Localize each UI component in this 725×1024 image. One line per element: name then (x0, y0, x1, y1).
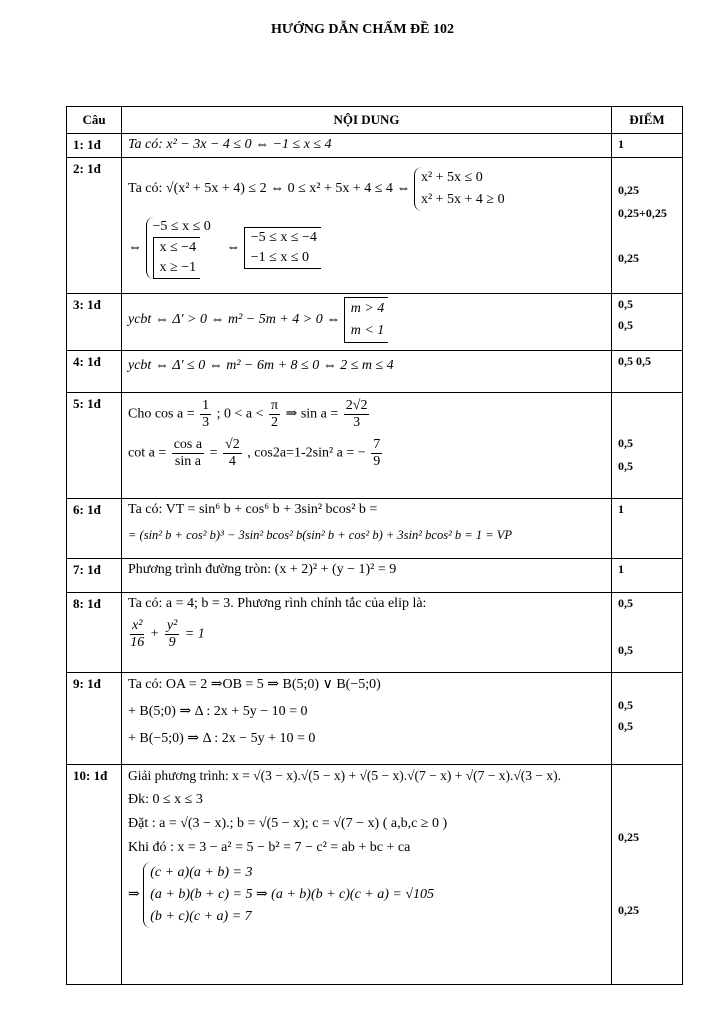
question-label: 7: 1đ (67, 559, 122, 593)
answer-content (122, 134, 612, 158)
fraction-denominator: 4 (228, 454, 236, 469)
question-label: 6: 1đ (67, 499, 122, 559)
system-line: (c + a)(a + b) = 3 (150, 865, 253, 880)
score-value: 0,5 (618, 698, 633, 712)
score-cell (612, 499, 683, 559)
table-row (67, 559, 683, 593)
answer-content (122, 593, 612, 673)
question-label: 4: 1đ (67, 351, 122, 393)
score-value: 0,25 (618, 830, 639, 844)
question-label: 8: 1đ (67, 593, 122, 673)
system-line: −1 ≤ x ≤ 0 (250, 250, 310, 265)
union-bracket (244, 227, 321, 269)
column-header-cau: Câu (67, 107, 122, 134)
fraction-numerator: 2√2 (345, 398, 368, 413)
question-label: 9: 1đ (67, 673, 122, 765)
answer-line: ycbt ⇔ Δ' > 0 ⇔ m² − 5m + 4 > 0 ⇔ (128, 312, 341, 328)
fraction-denominator: 3 (202, 415, 210, 430)
system-line: (b + c)(c + a) = 7 (150, 909, 252, 924)
grading-table (66, 106, 683, 985)
answer-line: Ta có: a = 4; b = 3. Phương rình chính tắc của elip là: (128, 596, 427, 611)
answer-content (122, 673, 612, 765)
table-row (67, 499, 683, 559)
score-cell (612, 158, 683, 294)
answer-content (122, 158, 612, 294)
fraction (200, 398, 211, 431)
system-line: x ≤ −4 (159, 240, 197, 255)
answer-text: + (149, 626, 160, 642)
answer-text: = (209, 445, 218, 461)
answer-line: Khi đó : x = 3 − a² = 5 − b² = 7 − c² = ab + bc + ca (128, 840, 411, 855)
implication-symbol: ⇒ (128, 887, 140, 903)
answer-line: Đk: 0 ≤ x ≤ 3 (128, 792, 203, 807)
system-line: x² + 5x + 4 ≥ 0 (420, 192, 505, 207)
score-value: 0,25 (618, 183, 639, 197)
table-row (67, 393, 683, 499)
question-label: 1: 1đ (67, 134, 122, 158)
fraction-denominator: 9 (168, 635, 176, 650)
equivalence-symbol: ⇔ (128, 240, 142, 256)
answer-line: + B(−5;0) ⇒ Δ : 2x − 5y + 10 = 0 (128, 731, 316, 746)
score-value: 0,5 (618, 596, 633, 610)
equation-system (146, 217, 215, 279)
fraction (344, 398, 370, 431)
score-cell (612, 559, 683, 593)
answer-line: Ta có: √(x² + 5x + 4) ≤ 2 ⇔ 0 ≤ x² + 5x + 4 ≤ 4 ⇔ (128, 181, 411, 197)
answer-line: = (sin² b + cos² b)³ − 3sin² bcos² b(sin² b + cos² b) + 3sin² bcos² b = 1 = VP (128, 528, 513, 542)
answer-content (122, 294, 612, 351)
answer-text: cot a = (128, 445, 167, 461)
column-header-noi-dung: NỘI DUNG (122, 107, 612, 134)
fraction (269, 398, 280, 431)
answer-content (122, 499, 612, 559)
question-label: 10: 1đ (67, 765, 122, 985)
answer-text: = 1 (184, 626, 205, 642)
table-row (67, 351, 683, 393)
score-value: 0,25 (618, 903, 639, 917)
equation-system (414, 167, 509, 211)
fraction-numerator: cos a (173, 437, 203, 452)
question-label: 5: 1đ (67, 393, 122, 499)
answer-line: Ta có: OA = 2 ⇒OB = 5 ⇒ B(5;0) ∨ B(−5;0) (128, 677, 381, 692)
answer-text: Cho cos a = (128, 406, 195, 422)
answer-text: ; 0 < a < (216, 406, 264, 422)
table-row (67, 673, 683, 765)
table-row (67, 765, 683, 985)
table-row (67, 294, 683, 351)
question-label: 2: 1đ (67, 158, 122, 294)
fraction-denominator: 9 (373, 454, 381, 469)
score-value: 0,5 (618, 459, 633, 473)
system-line: m > 4 (350, 301, 385, 316)
fraction (371, 437, 382, 470)
system-line: x² + 5x ≤ 0 (420, 170, 483, 185)
score-cell (612, 351, 683, 393)
score-value: 0,5 (618, 436, 633, 450)
score-value: 1 (618, 502, 624, 516)
fraction (172, 437, 204, 470)
system-line: (a + b)(b + c) = 5 ⇒ (a + b)(b + c)(c + a) = √105 (150, 887, 435, 902)
score-cell (612, 393, 683, 499)
union-bracket (344, 297, 389, 343)
answer-text: , cos2a=1-2sin² a = − (247, 445, 366, 461)
union-bracket (153, 237, 201, 279)
fraction-denominator: sin a (174, 454, 201, 469)
fraction-numerator: x² (132, 618, 143, 633)
fraction (223, 437, 242, 470)
fraction-denominator: 2 (271, 415, 279, 430)
score-value: 1 (618, 562, 624, 576)
score-value: 0,5 0,5 (618, 354, 651, 368)
answer-text: ⇒ sin a = (285, 406, 339, 422)
answer-line: + B(5;0) ⇒ Δ : 2x + 5y − 10 = 0 (128, 704, 308, 719)
score-value: 0,5 (618, 643, 633, 657)
fraction-numerator: √2 (225, 437, 240, 452)
answer-content (122, 393, 612, 499)
answer-line: Ta có: VT = sin⁶ b + cos⁶ b + 3sin² bcos² b = (128, 502, 378, 517)
fraction-numerator: y² (166, 618, 178, 633)
score-value: 0,25+0,25 (618, 206, 667, 220)
system-line: −5 ≤ x ≤ 0 (152, 219, 211, 234)
page-title: HƯỚNG DẪN CHẤM ĐỀ 102 (270, 22, 455, 37)
score-cell (612, 134, 683, 158)
fraction-denominator: 16 (130, 635, 145, 650)
answer-content (122, 765, 612, 985)
system-line: −5 ≤ x ≤ −4 (250, 230, 317, 245)
answer-content (122, 351, 612, 393)
table-row (67, 593, 683, 673)
fraction-numerator: 1 (202, 398, 210, 413)
score-value: 0,5 (618, 318, 633, 332)
table-header-row (67, 107, 683, 134)
score-value: 1 (618, 137, 624, 151)
equivalence-symbol: ⇔ (226, 240, 241, 256)
fraction (130, 618, 144, 651)
system-line: m < 1 (350, 323, 385, 338)
score-cell (612, 294, 683, 351)
answer-content (122, 559, 612, 593)
answer-line: Phương trình đường tròn: (x + 2)² + (y − 1)² = 9 (128, 562, 397, 577)
score-cell (612, 593, 683, 673)
table-row (67, 134, 683, 158)
answer-line: Giải phương trình: x = √(3 − x).√(5 − x) + √(5 − x).√(7 − x) + √(7 − x).√(3 − x). (128, 768, 561, 783)
answer-line: ycbt ⇔ Δ' ≤ 0 ⇔ m² − 6m + 8 ≤ 0 ⇔ 2 ≤ m ≤ 4 (128, 358, 394, 373)
fraction-denominator: 3 (353, 415, 361, 430)
score-value: 0,25 (618, 251, 639, 265)
score-cell (612, 765, 683, 985)
score-value: 0,5 (618, 297, 633, 311)
score-cell (612, 673, 683, 765)
answer-line: Đặt : a = √(3 − x).; b = √(5 − x); c = √(7 − x) ( a,b,c ≥ 0 ) (128, 816, 448, 831)
equation-system (143, 862, 438, 928)
column-header-diem: ĐIỂM (612, 107, 683, 134)
fraction-numerator: 7 (373, 437, 381, 452)
system-line: x ≥ −1 (159, 260, 197, 275)
fraction-numerator: π (271, 398, 279, 413)
table-row (67, 158, 683, 294)
score-value: 0,5 (618, 719, 633, 733)
answer-line: Ta có: x² − 3x − 4 ≤ 0 ⇔ −1 ≤ x ≤ 4 (128, 137, 332, 152)
question-label: 3: 1đ (67, 294, 122, 351)
fraction (165, 618, 179, 651)
